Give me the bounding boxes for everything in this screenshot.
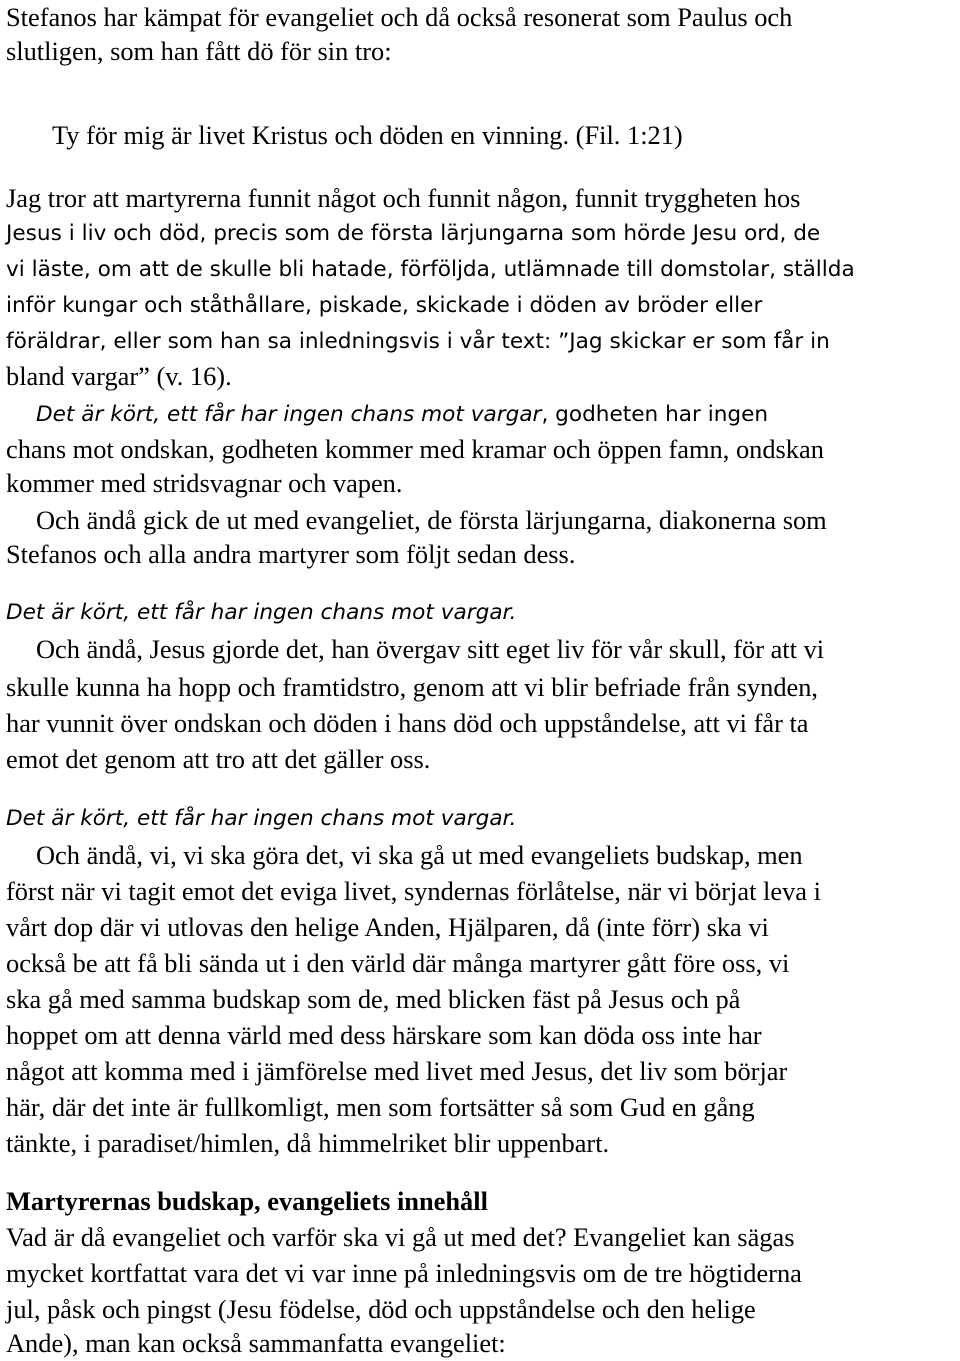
text-line: har vunnit över ondskan och döden i hans död och uppståndelse, att vi får ta bbox=[6, 708, 809, 738]
text-line: mycket kortfattat vara det vi var inne på inledningsvis om de tre högtiderna bbox=[6, 1258, 802, 1288]
text-line bbox=[6, 398, 768, 432]
bible-quote: Ty för mig är livet Kristus och döden en vinning. (Fil. 1:21) bbox=[52, 120, 683, 150]
text-line: föräldrar, eller som han sa inledningsvis i vår text: ”Jag skickar er som får in bbox=[6, 329, 830, 354]
text-line: Jesus i liv och död, precis som de första lärjungarna som hörde Jesu ord, de bbox=[6, 221, 821, 246]
text-line: Vad är då evangeliet och varför ska vi gå ut med det? Evangeliet kan sägas bbox=[6, 1222, 795, 1252]
text-line: inför kungar och ståthållare, piskade, skickade i döden av bröder eller bbox=[6, 293, 763, 318]
text-line: skulle kunna ha hopp och framtidstro, genom att vi blir befriade från synden, bbox=[6, 672, 819, 702]
italic-phrase: Det är kört, ett får har ingen chans mot vargar bbox=[36, 402, 542, 427]
text-line: emot det genom att tro att det gäller oss. bbox=[6, 744, 431, 774]
text-line: kommer med stridsvagnar och vapen. bbox=[6, 468, 403, 498]
text-line: Ande), man kan också sammanfatta evangeliet: bbox=[6, 1328, 506, 1358]
text-line: vi läste, om att de skulle bli hatade, förföljda, utlämnade till domstolar, ställda bbox=[6, 257, 855, 282]
text-line: slutligen, som han fått dö för sin tro: bbox=[6, 36, 392, 66]
text-line: Jag tror att martyrerna funnit något och funnit någon, funnit tryggheten hos bbox=[6, 183, 801, 213]
text-line: Stefanos har kämpat för evangeliet och då också resonerat som Paulus och bbox=[6, 2, 793, 32]
text-line: först när vi tagit emot det eviga livet, syndernas förlåtelse, när vi börjat leva i bbox=[6, 876, 821, 906]
text-line: Stefanos och alla andra martyrer som följt sedan dess. bbox=[6, 539, 576, 569]
text-line: hoppet om att denna värld med dess härskare som kan döda oss inte har bbox=[6, 1020, 762, 1050]
text-line: tänkte, i paradiset/himlen, då himmelriket blir uppenbart. bbox=[6, 1128, 610, 1158]
text-line: vårt dop där vi utlovas den helige Anden, Hjälparen, då (inte förr) ska vi bbox=[6, 912, 769, 942]
text-line: också be att få bli sända ut i den värld där många martyrer gått före oss, vi bbox=[6, 948, 790, 978]
text-line: bland vargar” (v. 16). bbox=[6, 361, 232, 391]
text-line: Och ändå, Jesus gjorde det, han övergav sitt eget liv för vår skull, för att vi bbox=[36, 634, 825, 664]
text-span: , godheten har ingen bbox=[541, 402, 769, 427]
refrain-line: Det är kört, ett får har ingen chans mot vargar. bbox=[6, 600, 517, 625]
text-line: här, där det inte är fullkomligt, men som fortsätter så som Gud en gång bbox=[6, 1092, 755, 1122]
text-line: något att komma med i jämförelse med livet med Jesus, det liv som börjar bbox=[6, 1056, 788, 1086]
text-line: ska gå med samma budskap som de, med blicken fäst på Jesus och på bbox=[6, 984, 741, 1014]
text-line: chans mot ondskan, godheten kommer med kramar och öppen famn, ondskan bbox=[6, 434, 824, 464]
refrain-line: Det är kört, ett får har ingen chans mot vargar. bbox=[6, 806, 517, 831]
text-line: jul, påsk och pingst (Jesu födelse, död och uppståndelse och den helige bbox=[6, 1294, 756, 1324]
text-line: Och ändå gick de ut med evangeliet, de första lärjungarna, diakonerna som bbox=[36, 505, 827, 535]
section-heading: Martyrernas budskap, evangeliets innehåll bbox=[6, 1186, 488, 1216]
text-line: Och ändå, vi, vi ska göra det, vi ska gå ut med evangeliets budskap, men bbox=[36, 840, 803, 870]
